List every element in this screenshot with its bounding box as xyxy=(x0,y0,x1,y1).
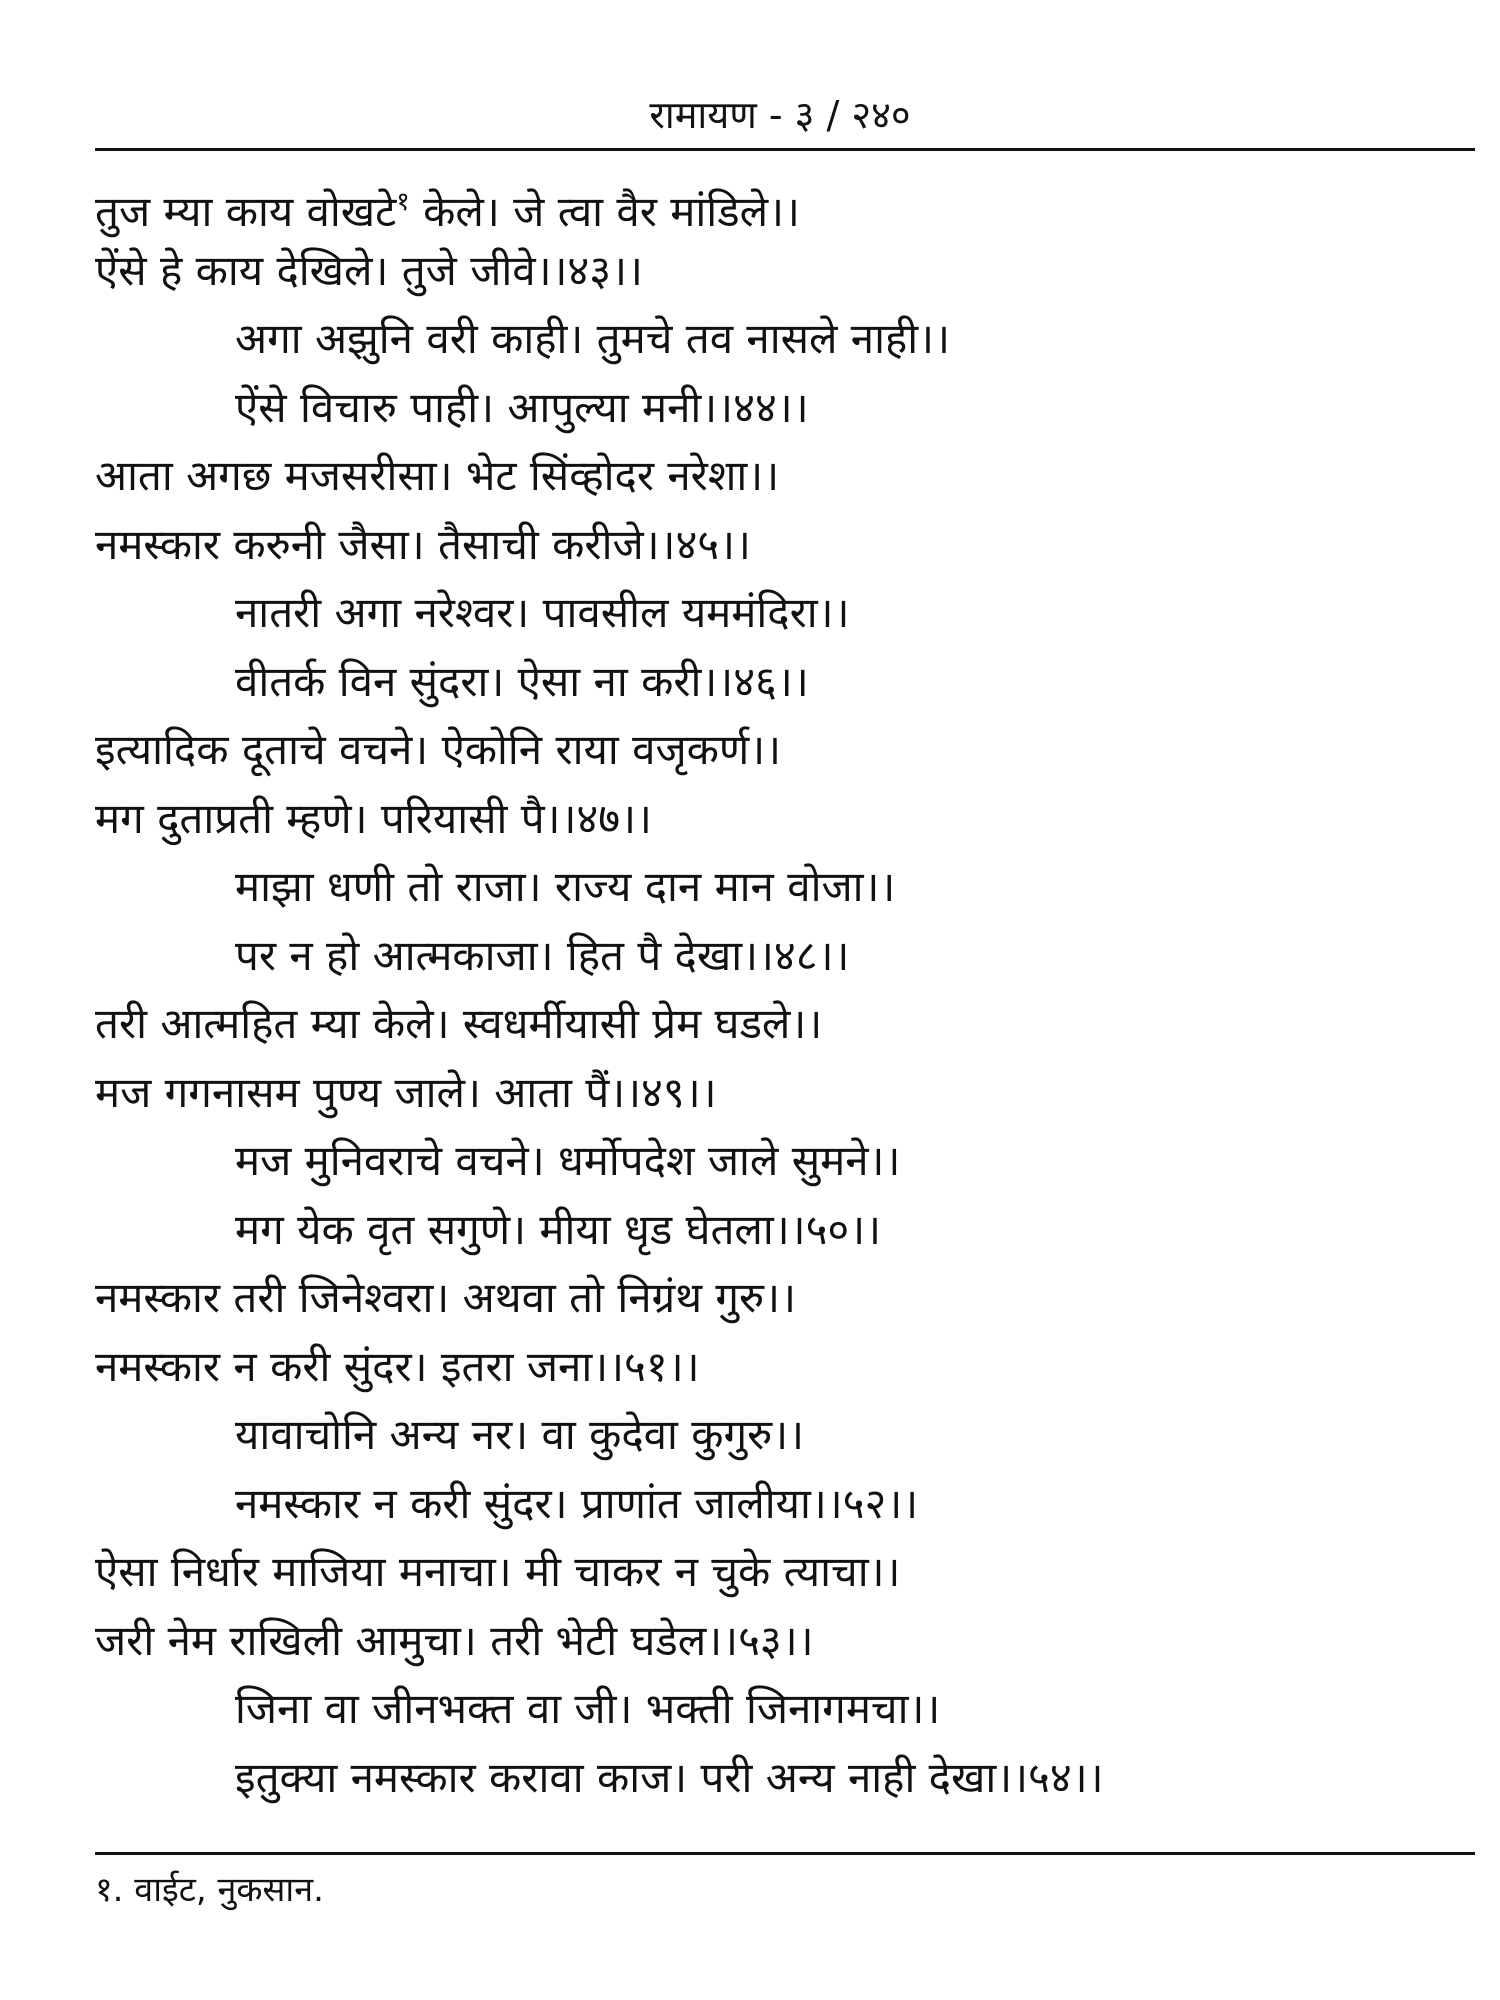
verse-line-indented: नातरी अगा नरेश्वर। पावसील यममंदिरा।। xyxy=(235,588,850,637)
verse-line-indented: अगा अझुनि वरी काही। तुमचे तव नासले नाही।। xyxy=(235,314,951,363)
footnote-marker: १ xyxy=(396,187,410,217)
verse-line: जरी नेम राखिली आमुचा। तरी भेटी घडेल।।५३।। xyxy=(95,1615,814,1665)
verse-line xyxy=(95,168,1475,237)
verse-block xyxy=(95,168,1475,1812)
footnote-divider xyxy=(95,1852,1475,1855)
verse-text: तुज म्या काय वोखटे xyxy=(95,187,397,236)
verse-line-indented: मग येक वृत सगुणे। मीया धृड घेतला।।५०।। xyxy=(235,1204,882,1254)
verse-line-indented: इतुक्या नमस्कार करावा काज। परी अन्य नाही देखा।।५४।। xyxy=(235,1752,1104,1802)
verse-text: केले। जे त्वा वैर मांडिले।। xyxy=(409,187,800,236)
verse-line: ऐंसे हे काय देखिले। तुजे जीवे।।४३।। xyxy=(95,245,643,295)
verse-line: आता अगछ मजसरीसा। भेट सिंव्होदर नरेशा।। xyxy=(95,451,780,500)
verse-line: नमस्कार न करी सुंदर। इतरा जना।।५१।। xyxy=(95,1341,700,1391)
verse-line-indented: पर न हो आत्मकाजा। हित पै देखा।।४८।। xyxy=(235,930,850,980)
verse-line: नमस्कार तरी जिनेश्वरा। अथवा तो निग्रंथ गुरु।। xyxy=(95,1273,796,1322)
verse-line: तरी आत्महित म्या केले। स्वधर्मीयासी प्रेम घडले।। xyxy=(95,999,823,1048)
verse-line-indented: यावाचोनि अन्य नर। वा कुदेवा कुगुरु।। xyxy=(235,1410,805,1459)
verse-line-indented: माझा धणी तो राजा। राज्य दान मान वोजा।। xyxy=(235,862,896,911)
page-header: रामायण - ३ / २४० xyxy=(649,93,911,137)
verse-line-indented: जिना वा जीनभक्त वा जी। भक्ती जिनागमचा।। xyxy=(235,1684,941,1733)
header-divider xyxy=(95,148,1475,151)
verse-line: मग दुताप्रती म्हणे। परियासी पै।।४७।। xyxy=(95,793,652,843)
verse-line-indented: मज मुनिवराचे वचने। धर्मोपदेश जाले सुमने।। xyxy=(235,1136,901,1185)
verse-line: ऐसा निर्धार माजिया मनाचा। मी चाकर न चुके त्याचा।। xyxy=(95,1547,901,1596)
footnote: १. वाईट, नुकसान. xyxy=(95,1870,324,1910)
verse-line: इत्यादिक दूताचे वचने। ऐकोनि राया वजृकर्ण।। xyxy=(95,725,782,774)
verse-line-indented: ऐंसे विचारु पाही। आपुल्या मनी।।४४।। xyxy=(235,382,809,432)
verse-line-indented: नमस्कार न करी सुंदर। प्राणांत जालीया।।५२।। xyxy=(235,1478,919,1528)
verse-line: मज गगनासम पुण्य जाले। आता पैं।।४९।। xyxy=(95,1067,717,1117)
verse-line-indented: वीतर्क विन सुंदरा। ऐसा ना करी।।४६।। xyxy=(235,656,809,706)
verse-line: नमस्कार करुनी जैसा। तैसाची करीजे।।४५।। xyxy=(95,519,751,569)
